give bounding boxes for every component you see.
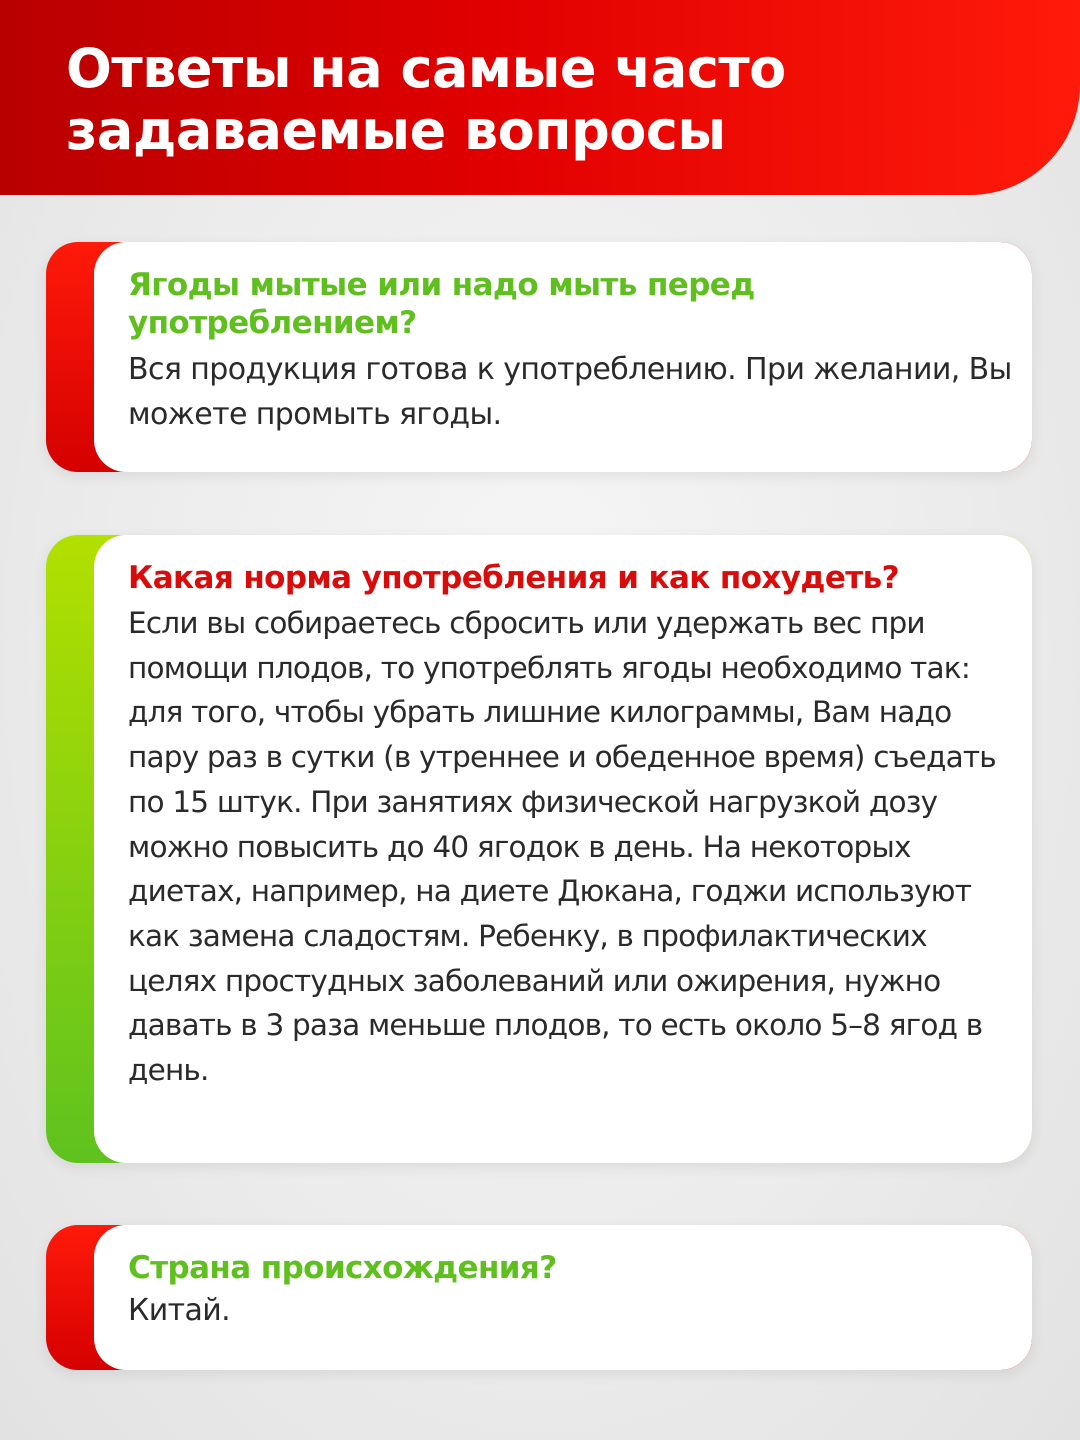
faq-question: Какая норма употребления и как похудеть? [128, 560, 900, 596]
faq-answer: Вся продукция готова к употреблению. При желании, Вы можете промыть ягоды. [128, 352, 1012, 432]
faq-question: Ягоды мытые или надо мыть перед употреблением? [128, 267, 755, 341]
header-banner [0, 0, 1080, 195]
faq-answer: Китай. [128, 1293, 231, 1328]
faq-card-body [94, 242, 1032, 472]
page-title-line-2: задаваемые вопросы [66, 99, 726, 162]
page-title-line-1: Ответы на самые часто [66, 37, 786, 100]
faq-card-body [94, 1225, 1032, 1370]
faq-question: Страна происхождения? [128, 1250, 557, 1286]
faq-card-dosage [46, 535, 1032, 1163]
page-title [66, 38, 1006, 162]
faq-card-body [94, 535, 1032, 1163]
faq-card-origin [46, 1225, 1032, 1370]
faq-card-washing [46, 242, 1032, 472]
faq-answer: Если вы собираетесь сбросить или удержать вес при помощи плодов, то употреблять ягоды необходимо так: для того, чтобы убрать лишние килограммы, Вам надо пару раз в сутки (в утреннее и обеденное время) съедать по 15 штук. При занятиях физической нагрузкой дозу можно повысить до 40 ягодок в день. На некоторых диетах, например, на диете Дюкана, годжи используют как замена сладостям. Ребенку, в профилактических целях простудных заболеваний или ожирения, нужно давать в 3 раза меньше плодов, то есть около 5–8 ягод в день. [128, 606, 996, 1088]
